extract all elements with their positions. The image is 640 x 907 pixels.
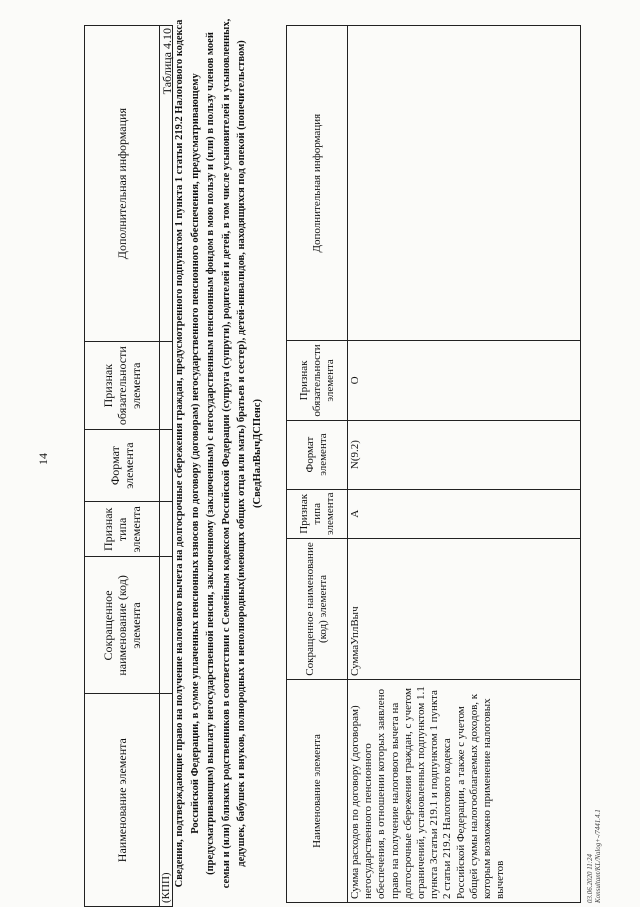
col-header-format: Формат элемента: [85, 430, 160, 502]
col-header-required: Признак обязательности элемента: [85, 342, 160, 430]
stamp-line-2: Konsultant/KL/Nalog+-/7441.4.1: [594, 809, 602, 903]
top-table-row: [160, 26, 173, 907]
empty-cell: [160, 342, 173, 430]
col-header-name: Наименование элемента: [287, 680, 348, 903]
row-code-cell: СуммаУплВыч: [348, 539, 581, 680]
table-label: Таблица 4.10: [160, 28, 174, 95]
empty-cell: [160, 502, 173, 557]
stamp-line-1: 03.06.2020 11:24: [586, 853, 594, 903]
col-header-type: Признак типа элемента: [287, 489, 348, 538]
kpp-cell: (КПП): [160, 694, 173, 907]
empty-cell: [160, 557, 173, 694]
table-row: [348, 26, 581, 903]
top-table-header-row: [85, 26, 160, 907]
main-table-header-row: [287, 26, 348, 903]
row-name-cell: Сумма расходов по договору (договорам) негосударственного пенсионного обеспечения, в отношении которых заявлено право на получение налогового вычета на долгосрочные сбережения граждан, с учетом ограничений, установленных подпунктом 1.1 пункта 3статьи 219.1 и подпунктом 1 пункта 2 статьи 219.2 Налогового кодекса Российской Федерации, а также с учетом общей суммы налогооблагаемых доходов, к которым возможно применение налоговых вычетов: [348, 680, 581, 903]
row-format-cell: N(9.2): [348, 420, 581, 489]
col-header-format: Формат элемента: [287, 420, 348, 489]
row-required-cell: О: [348, 341, 581, 420]
page-number: 14: [36, 453, 50, 465]
col-header-type: Признак типа элемента: [85, 502, 160, 557]
empty-cell: [160, 430, 173, 502]
row-type-cell: А: [348, 489, 581, 538]
table-caption: Сведения, подтверждающие право на получение налогового вычета на долгосрочные сбережения граждан, предусмотренного подпунктом 1 пункта 1 статьи 219.2 Налогового кодекса Российской Федерации, в сумме уплаченных пенсионных взносов по договору (договорам) негосударственного пенсионного обеспечения, предусматривающему (предусматривающим) выплату негосударственной пенсии, заключенному (заключенным) с негосударственным пенсионным фондом в мою пользу и (или) в пользу членов моей семьи и (или) близких родственников в соответствии с Семейным кодексом Российской Федерации (супруга (супруги), родителей и детей, в том числе усыновителей и усыновленных, дедушек, бабушек и внуков, полнородных и неполнородных(имеющих общих отца или мать) братьев и сестер), детей-инвалидов, находящихся под опекой (попечительством) (СведНалВычДСПенс): [174, 18, 263, 889]
document-stamp: [586, 809, 602, 903]
top-table: [84, 25, 173, 907]
row-additional-cell: [348, 26, 581, 341]
col-header-short-name: Сокращенное наименование (код) элемента: [85, 557, 160, 694]
col-header-short-name: Сокращенное наименование (код) элемента: [287, 539, 348, 680]
col-header-additional: Дополнительная информация: [287, 26, 348, 341]
col-header-additional: Дополнительная информация: [85, 26, 160, 342]
main-table: [286, 25, 581, 903]
col-header-name: Наименование элемента: [85, 694, 160, 907]
col-header-required: Признак обязательности элемента: [287, 341, 348, 420]
